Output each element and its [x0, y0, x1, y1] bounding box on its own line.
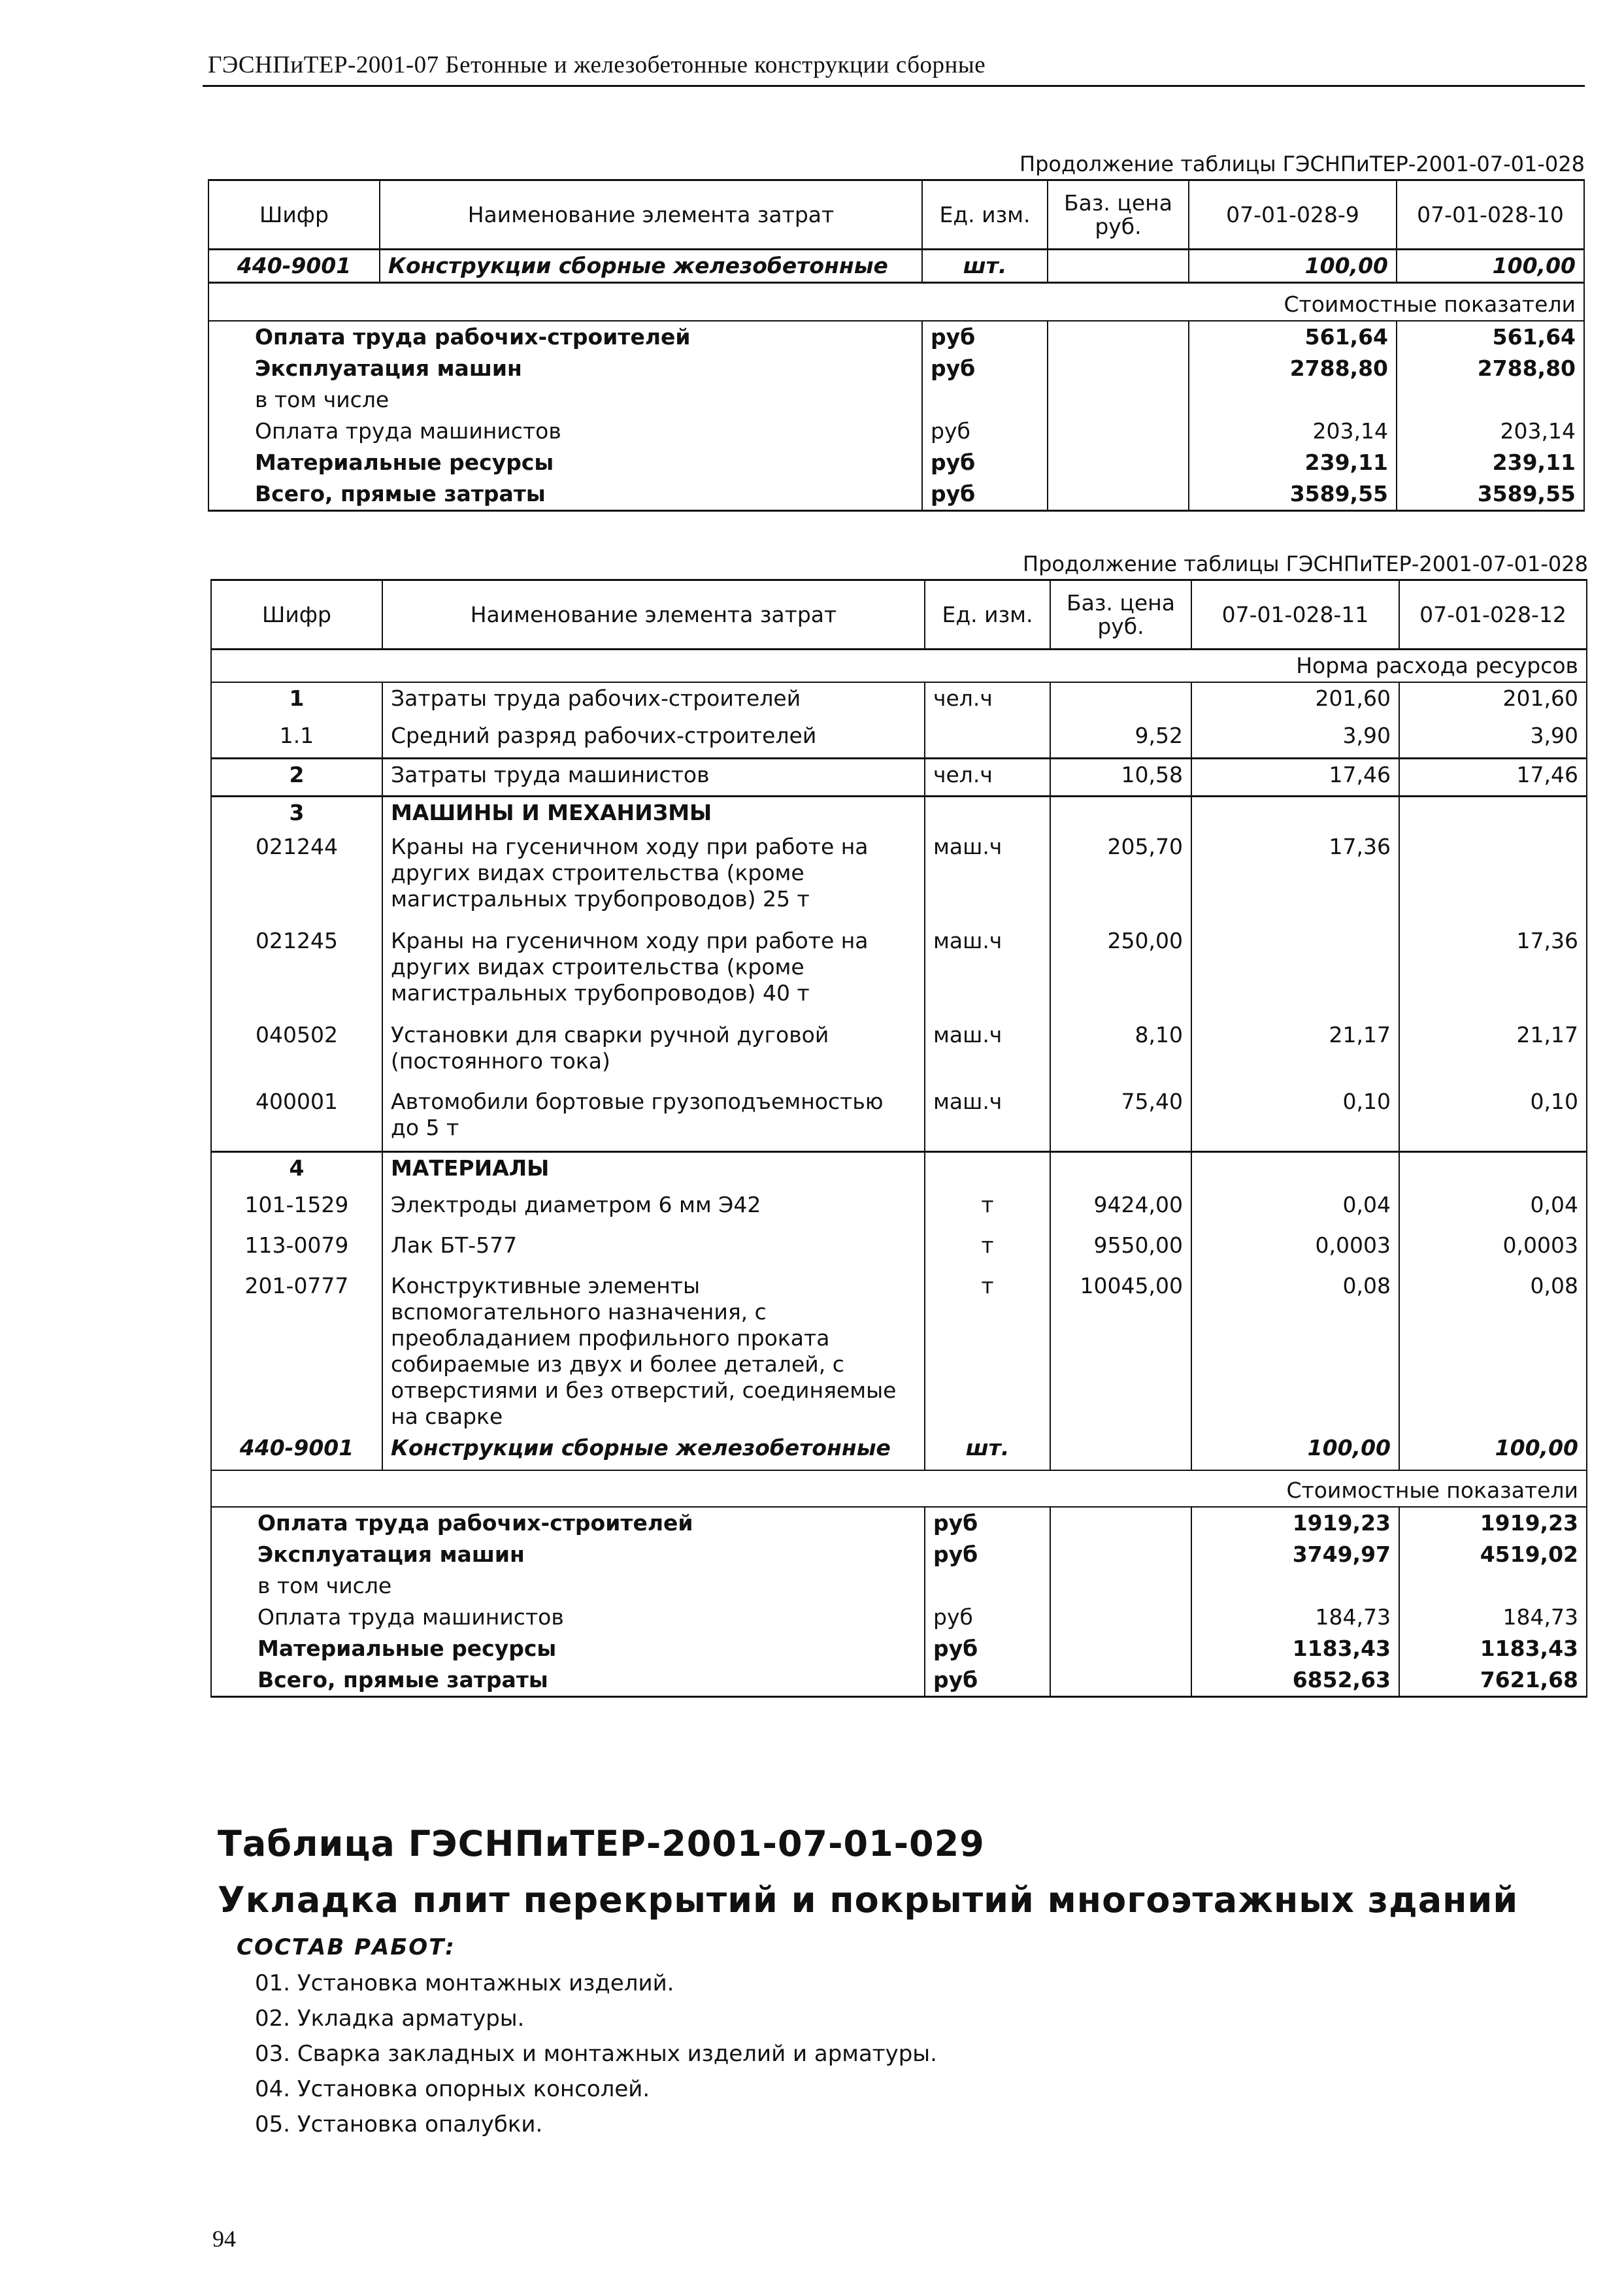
group-name: МАШИНЫ И МЕХАНИЗМЫ: [382, 796, 925, 831]
cost-name: Оплата труда рабочих-строителей: [208, 321, 922, 353]
cost-value-b: 2788,80: [1397, 353, 1584, 384]
cost-name: Материальные ресурсы: [208, 447, 922, 478]
row-code: 1.1: [211, 720, 382, 758]
works-item: 03. Сварка закладных и монтажных изделий и арматуры.: [255, 2041, 937, 2067]
row-name: Установки для сварки ручной дуговой (постоянного тока): [382, 1019, 925, 1086]
product-price: [1048, 250, 1189, 283]
row-price: [1050, 682, 1191, 720]
header-code: Шифр: [208, 180, 380, 250]
cost-row: [208, 447, 1584, 478]
cost-section-label: Стоимостные показатели: [208, 283, 1584, 321]
product-qty-a: 100,00: [1191, 1432, 1399, 1470]
row-value-a: [1191, 925, 1399, 1019]
cost-unit: руб: [922, 478, 1048, 511]
page-number: 94: [212, 2226, 236, 2252]
cost-value-a: 184,73: [1191, 1602, 1399, 1633]
cost-row: [211, 1507, 1587, 1539]
cost-value-b: 239,11: [1397, 447, 1584, 478]
product-row: [211, 1432, 1587, 1470]
row-value-b: 21,17: [1399, 1019, 1587, 1086]
row-unit: маш.ч: [925, 925, 1050, 1019]
header-rule: [203, 85, 1585, 87]
works-list: [255, 1966, 937, 2142]
cost-name: Всего, прямые затраты: [208, 478, 922, 511]
cost-unit: руб: [925, 1602, 1050, 1633]
row-name: Средний разряд рабочих-строителей: [382, 720, 925, 758]
cost-value-b: 184,73: [1399, 1602, 1587, 1633]
row-code: 040502: [211, 1019, 382, 1086]
norm-section-label: Норма расхода ресурсов: [211, 650, 1587, 683]
row-value-b: [1399, 831, 1587, 925]
row-price: 9,52: [1050, 720, 1191, 758]
works-item: 04. Установка опорных консолей.: [255, 2076, 650, 2102]
running-head: ГЭСНПиТЕР-2001-07 Бетонные и железобетонные конструкции сборные: [208, 52, 986, 78]
header-col-a: 07-01-028-11: [1191, 580, 1399, 650]
group-code: 4: [211, 1151, 382, 1189]
row-price: 10,58: [1050, 758, 1191, 796]
header-unit: Ед. изм.: [922, 180, 1048, 250]
row-code: 2: [211, 758, 382, 796]
row-value-a: 21,17: [1191, 1019, 1399, 1086]
row-name: Лак БТ-577: [382, 1230, 925, 1270]
norm-label-row: [211, 650, 1587, 683]
row-unit: [925, 720, 1050, 758]
table-row: [211, 925, 1587, 1019]
row-value-b: 3,90: [1399, 720, 1587, 758]
row-price: 8,10: [1050, 1019, 1191, 1086]
cost-value-a: 1183,43: [1191, 1633, 1399, 1664]
cost-value-a: 2788,80: [1189, 353, 1397, 384]
row-code: 021245: [211, 925, 382, 1019]
table-row: [211, 758, 1587, 796]
row-value-a: 17,46: [1191, 758, 1399, 796]
cost-name: Эксплуатация машин: [208, 353, 922, 384]
cost-unit: руб: [925, 1664, 1050, 1697]
row-name: Затраты труда машинистов: [382, 758, 925, 796]
works-heading: СОСТАВ РАБОТ:: [237, 1934, 456, 1960]
cost-row: [208, 478, 1584, 511]
table-row: [211, 831, 1587, 925]
row-value-a: 201,60: [1191, 682, 1399, 720]
row-code: 201-0777: [211, 1270, 382, 1432]
cost-row: [208, 384, 1584, 416]
cost-value-b: 561,64: [1397, 321, 1584, 353]
cost-unit: руб: [922, 321, 1048, 353]
row-value-b: 17,46: [1399, 758, 1587, 796]
cost-value-a: 1919,23: [1191, 1507, 1399, 1539]
group-code: 3: [211, 796, 382, 831]
row-code: 113-0079: [211, 1230, 382, 1270]
row-code: 1: [211, 682, 382, 720]
cost-name: Всего, прямые затраты: [211, 1664, 925, 1697]
product-unit: шт.: [922, 250, 1048, 283]
product-name: Конструкции сборные железобетонные: [380, 250, 922, 283]
product-name: Конструкции сборные железобетонные: [382, 1432, 925, 1470]
row-code: 400001: [211, 1086, 382, 1151]
cost-row: [211, 1664, 1587, 1697]
row-value-b: 0,10: [1399, 1086, 1587, 1151]
cost-value-a: 561,64: [1189, 321, 1397, 353]
group-head-row: [211, 1151, 1587, 1189]
table-row: [211, 682, 1587, 720]
row-name: Краны на гусеничном ходу при работе на других видах строительства (кроме магистральных трубопроводов) 25 т: [382, 831, 925, 925]
row-name: Конструктивные элементы вспомогательного назначения, с преобладанием профильного проката собираемые из двух и более деталей, с отверстиями и без отверстий, соединяемые на сварке: [382, 1270, 925, 1432]
row-price: 205,70: [1050, 831, 1191, 925]
table-row: [211, 1086, 1587, 1151]
works-item: 01. Установка монтажных изделий.: [255, 1970, 674, 1996]
row-value-b: 17,36: [1399, 925, 1587, 1019]
header-col-a: 07-01-028-9: [1189, 180, 1397, 250]
row-unit: т: [925, 1270, 1050, 1432]
header-code: Шифр: [211, 580, 382, 650]
table-row: [211, 1189, 1587, 1230]
row-value-b: 0,0003: [1399, 1230, 1587, 1270]
cost-unit: руб: [925, 1539, 1050, 1570]
cost-unit: руб: [925, 1633, 1050, 1664]
row-code: 021244: [211, 831, 382, 925]
product-row: [208, 250, 1584, 283]
section-title: Таблица ГЭСНПиТЕР-2001-07-01-029: [218, 1823, 985, 1864]
row-price: 250,00: [1050, 925, 1191, 1019]
row-name: Электроды диаметром 6 мм Э42: [382, 1189, 925, 1230]
row-unit: т: [925, 1230, 1050, 1270]
row-value-a: 0,0003: [1191, 1230, 1399, 1270]
row-value-a: 0,08: [1191, 1270, 1399, 1432]
row-name: Краны на гусеничном ходу при работе на других видах строительства (кроме магистральных трубопроводов) 40 т: [382, 925, 925, 1019]
cost-name: в том числе: [211, 1570, 925, 1602]
cost-section-label: Стоимостные показатели: [211, 1470, 1587, 1507]
group-head-row: [211, 796, 1587, 831]
row-price: 75,40: [1050, 1086, 1191, 1151]
product-qty-a: 100,00: [1189, 250, 1397, 283]
cost-row: [211, 1633, 1587, 1664]
cost-value-b: 203,14: [1397, 416, 1584, 447]
row-price: 10045,00: [1050, 1270, 1191, 1432]
table2-header-row: [211, 580, 1587, 650]
cost-row: [211, 1570, 1587, 1602]
works-item: 02. Укладка арматуры.: [255, 2005, 525, 2032]
table1: [208, 179, 1585, 512]
row-unit: маш.ч: [925, 1086, 1050, 1151]
cost-value-a: 203,14: [1189, 416, 1397, 447]
row-value-a: 3,90: [1191, 720, 1399, 758]
row-value-b: 0,04: [1399, 1189, 1587, 1230]
header-base-price: Баз. цена руб.: [1050, 580, 1191, 650]
cost-row: [211, 1539, 1587, 1570]
product-unit: шт.: [925, 1432, 1050, 1470]
table2-continuation: Продолжение таблицы ГЭСНПиТЕР-2001-07-01-028: [1023, 552, 1588, 576]
row-value-a: 0,04: [1191, 1189, 1399, 1230]
row-value-b: 0,08: [1399, 1270, 1587, 1432]
cost-value-b: 7621,68: [1399, 1664, 1587, 1697]
header-unit: Ед. изм.: [925, 580, 1050, 650]
row-unit: маш.ч: [925, 1019, 1050, 1086]
product-code: 440-9001: [208, 250, 380, 283]
cost-row: [208, 353, 1584, 384]
cost-row: [208, 416, 1584, 447]
cost-name: Эксплуатация машин: [211, 1539, 925, 1570]
section-subtitle: Укладка плит перекрытий и покрытий многоэтажных зданий: [218, 1879, 1519, 1921]
section-label-row: [211, 1470, 1587, 1507]
product-qty-b: 100,00: [1397, 250, 1584, 283]
cost-value-b: 4519,02: [1399, 1539, 1587, 1570]
row-name: Автомобили бортовые грузоподъемностью до 5 т: [382, 1086, 925, 1151]
cost-value-b: 1919,23: [1399, 1507, 1587, 1539]
cost-unit: руб: [922, 353, 1048, 384]
cost-value-b: 3589,55: [1397, 478, 1584, 511]
row-unit: маш.ч: [925, 831, 1050, 925]
cost-value-b: 1183,43: [1399, 1633, 1587, 1664]
cost-name: Материальные ресурсы: [211, 1633, 925, 1664]
section-label-row: [208, 283, 1584, 321]
row-price: 9550,00: [1050, 1230, 1191, 1270]
row-value-a: 17,36: [1191, 831, 1399, 925]
product-qty-b: 100,00: [1399, 1432, 1587, 1470]
product-code: 440-9001: [211, 1432, 382, 1470]
header-base-price: Баз. цена руб.: [1048, 180, 1189, 250]
cost-unit: руб: [922, 416, 1048, 447]
table1-header-row: [208, 180, 1584, 250]
header-name: Наименование элемента затрат: [382, 580, 925, 650]
row-name: Затраты труда рабочих-строителей: [382, 682, 925, 720]
cost-value-a: 6852,63: [1191, 1664, 1399, 1697]
cost-value-a: 3749,97: [1191, 1539, 1399, 1570]
row-code: 101-1529: [211, 1189, 382, 1230]
group-name: МАТЕРИАЛЫ: [382, 1151, 925, 1189]
table2: [210, 579, 1587, 1698]
row-unit: чел.ч: [925, 758, 1050, 796]
cost-name: Оплата труда машинистов: [208, 416, 922, 447]
cost-unit: руб: [922, 447, 1048, 478]
works-item: 05. Установка опалубки.: [255, 2111, 543, 2137]
cost-value-a: 3589,55: [1189, 478, 1397, 511]
table-row: [211, 1230, 1587, 1270]
header-col-b: 07-01-028-12: [1399, 580, 1587, 650]
row-value-b: 201,60: [1399, 682, 1587, 720]
header-col-b: 07-01-028-10: [1397, 180, 1584, 250]
row-price: 9424,00: [1050, 1189, 1191, 1230]
row-unit: т: [925, 1189, 1050, 1230]
table-row: [211, 1270, 1587, 1432]
cost-row: [208, 321, 1584, 353]
cost-value-a: 239,11: [1189, 447, 1397, 478]
header-name: Наименование элемента затрат: [380, 180, 922, 250]
cost-name: Оплата труда машинистов: [211, 1602, 925, 1633]
cost-name: в том числе: [208, 384, 922, 416]
table1-continuation: Продолжение таблицы ГЭСНПиТЕР-2001-07-01-028: [1019, 152, 1585, 176]
table-row: [211, 1019, 1587, 1086]
cost-unit: руб: [925, 1507, 1050, 1539]
cost-row: [211, 1602, 1587, 1633]
table-row: [211, 720, 1587, 758]
row-value-a: 0,10: [1191, 1086, 1399, 1151]
row-unit: чел.ч: [925, 682, 1050, 720]
cost-name: Оплата труда рабочих-строителей: [211, 1507, 925, 1539]
